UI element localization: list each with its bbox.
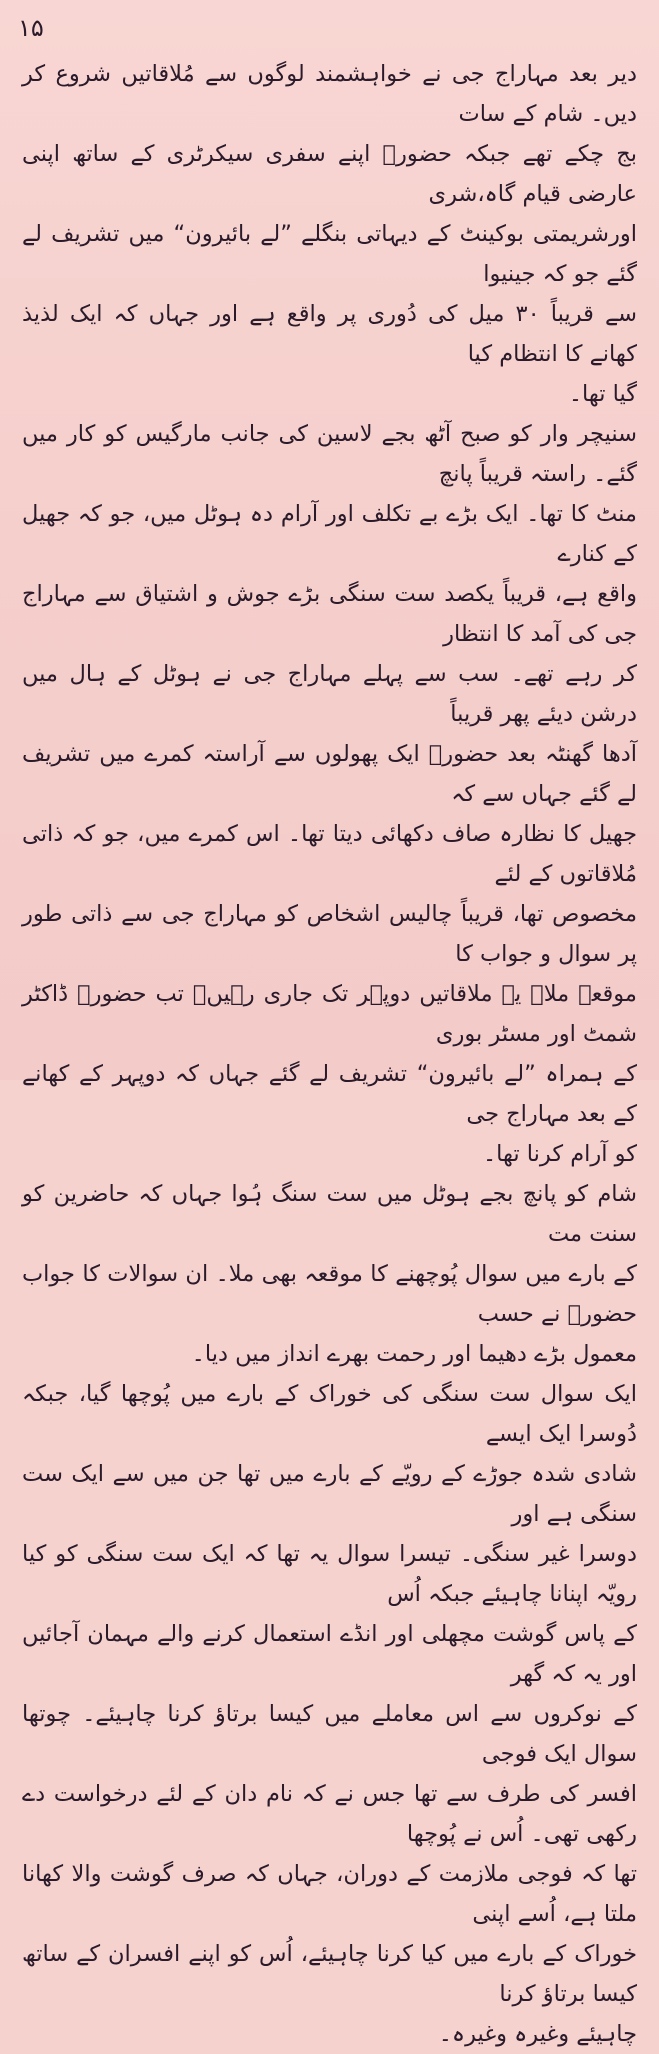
paragraph-4: ایک سوال ست سنگی کی خوراک کے بارے میں پُوچھا گیا، جبکہ دُوسرا ایک ایسے شادی شدہ جوڑے کے رویّے کے بارے میں تھا جن میں سے ایک ست سنگی ہے اور دوسرا غیر سنگی۔ تیسرا سوال یہ تھا کہ ایک ست سنگی کو کیا رویّہ اپنانا چاہیئے جبکہ اُس کے پاس گوشت مچھلی اور انڈے استعمال کرنے والے مہمان آجائیں اور یہ کہ گھر کے نوکروں سے اس معاملے میں کیسا برتاؤ کرنا چاہیئے۔ چوتھا سوال ایک فوجی افسر کی طرف سے تھا جس نے کہ نام دان کے لئے درخواست دے رکھی تھی۔ اُس نے پُوچھا تھا کہ فوجی ملازمت کے دوران، جہاں کہ صرف گوشت والا کھانا ملتا ہے، اُسے اپنی خوراک کے بارے میں کیا کرنا چاہیئے، اُس کو اپنے افسران کے ساتھ کیسا برتاؤ کرنا چاہیئے وغیرہ وغیرہ۔: [22, 1381, 637, 2047]
page-body-text: [22, 54, 637, 2054]
page-number: ۱۵: [18, 14, 44, 42]
paragraph-3: شام کو پانچ بجے ہوٹل میں ست سنگ ہُوا جہاں کہ حاضرین کو سنت مت کے بارے میں سوال پُوچھنے کا موقعہ بھی ملا۔ ان سوالات کا جواب حضورؐ نے حسب معمول بڑے دھیما اور رحمت بھرے انداز میں دیا۔: [22, 1181, 637, 1367]
paragraph-2: سنیچر وار کو صبح آٹھ بجے لاسین کی جانب مارگیس کو کار میں گئے۔ راستہ قریباً پانچ منٹ کا تھا۔ ایک بڑے بے تکلف اور آرام دہ ہوٹل میں، جو کہ جھیل کے کنارے واقع ہے، قریباً یکصد ست سنگی بڑے جوش و اشتیاق سے مہاراج جی کی آمد کا انتظار کر رہے تھے۔ سب سے پہلے مہاراج جی نے ہوٹل کے ہال میں درشن دیئے پھر قریباً آدھا گھنٹہ بعد حضورؐ ایک پھولوں سے آراستہ کمرے میں تشریف لے گئے جہاں سے کہ جھیل کا نظارہ صاف دکھائی دیتا تھا۔ اس کمرے میں، جو کہ ذاتی مُلاقاتوں کے لئے مخصوص تھا، قریباً چالیس اشخاص کو مہاراج جی سے ذاتی طور پر سوال و جواب کا موقعہ ملا۔ یہ ملاقاتیں دوپہر تک جاری رہیں۔ تب حضورؐ ڈاکٹر شمٹ اور مسٹر بوری کے ہمراہ ”لے بائیرون“ تشریف لے گئے جہاں کہ دوپہر کے کھانے کے بعد مہاراج جی کو آرام کرنا تھا۔: [22, 421, 637, 1167]
paragraph-1: دیر بعد مہاراج جی نے خواہشمند لوگوں سے مُلاقاتیں شروع کر دیں۔ شام کے سات بج چکے تھے جبکہ حضورؐ اپنے سفری سیکرٹری کے ساتھ اپنی عارضی قیام گاہ،شری اورشریمتی بوکینٹ کے دیہاتی بنگلے ”لے بائیرون“ میں تشریف لے گئے جو کہ جینیوا سے قریباً ۳۰ میل کی دُوری پر واقع ہے اور جہاں کہ ایک لذیذ کھانے کا انتظام کیا گیا تھا۔: [22, 61, 637, 407]
